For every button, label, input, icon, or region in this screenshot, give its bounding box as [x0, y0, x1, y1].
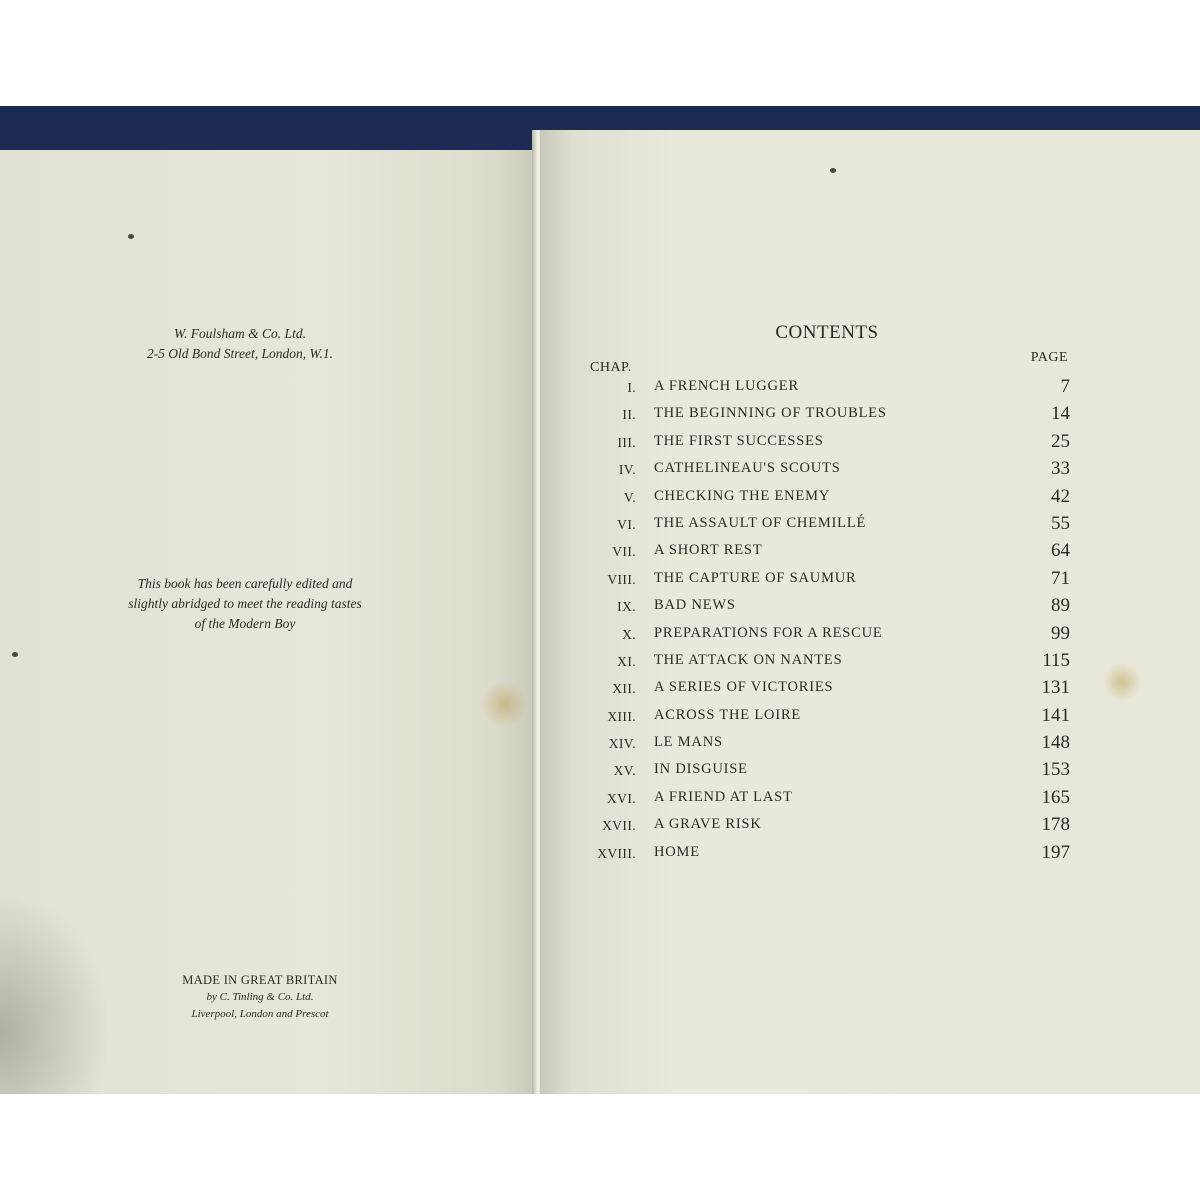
chapter-number: XV.: [613, 763, 636, 779]
chapter-number: VIII.: [607, 571, 636, 587]
chapter-title: ACROSS THE LOIRE: [654, 706, 802, 723]
chapter-number: XVIII.: [597, 845, 636, 861]
chapter-number: III.: [617, 434, 636, 450]
chapter-title: BAD NEWS: [654, 597, 736, 614]
contents-row: [580, 431, 1070, 458]
note-line: This book has been carefully edited and: [137, 576, 353, 591]
imprint-made-in: MADE IN GREAT BRITAIN: [182, 973, 338, 987]
note-line: slightly abridged to meet the reading tastes: [128, 596, 362, 611]
contents-row: [580, 376, 1070, 403]
contents-row: [580, 458, 1070, 485]
right-page: [540, 130, 1200, 1094]
speck: [128, 234, 134, 239]
chapter-title: IN DISGUISE: [654, 761, 748, 778]
chapter-title: THE FIRST SUCCESSES: [654, 432, 824, 449]
open-book: [0, 106, 1200, 1094]
chapter-column-heading: CHAP.: [590, 360, 632, 375]
chapter-title: A FRENCH LUGGER: [654, 378, 799, 394]
contents-row: [580, 623, 1070, 650]
chapter-title: CATHELINEAU'S SCOUTS: [654, 460, 841, 477]
chapter-page-number: 42: [1051, 485, 1070, 507]
contents-list: [580, 376, 1070, 869]
chapter-page-number: 165: [1041, 786, 1070, 808]
imprint-printer: by C. Tinling & Co. Ltd.: [206, 991, 314, 1003]
contents-row: [580, 705, 1070, 732]
chapter-title: HOME: [654, 843, 700, 860]
chapter-number: IV.: [618, 462, 636, 478]
chapter-page-number: 99: [1051, 622, 1070, 644]
chapter-number: X.: [622, 626, 636, 642]
chapter-page-number: 64: [1051, 540, 1070, 562]
chapter-number: XVII.: [602, 818, 636, 834]
foxing-stain: [480, 680, 528, 728]
chapter-number: VII.: [612, 544, 636, 560]
chapter-page-number: 71: [1051, 567, 1070, 589]
chapter-title: THE ATTACK ON NANTES: [654, 651, 843, 668]
publisher-address: 2-5 Old Bond Street, London, W.1.: [146, 346, 334, 361]
chapter-title: THE CAPTURE OF SAUMUR: [654, 569, 857, 586]
contents-row: [580, 677, 1070, 704]
printer-imprint: [140, 972, 380, 1023]
page-column-heading: PAGE: [1030, 350, 1068, 365]
contents-row: [580, 595, 1070, 622]
chapter-page-number: 178: [1041, 814, 1070, 836]
contents-title: CONTENTS: [775, 322, 879, 343]
contents-row: [580, 787, 1070, 814]
chapter-number: VI.: [617, 516, 636, 532]
contents-row: [580, 759, 1070, 786]
chapter-title: A SERIES OF VICTORIES: [654, 679, 834, 696]
chapter-page-number: 7: [1060, 376, 1070, 397]
left-page: [0, 150, 536, 1094]
chapter-page-number: 153: [1041, 759, 1070, 781]
speck: [830, 168, 836, 173]
speck: [12, 652, 18, 657]
chapter-page-number: 141: [1041, 704, 1070, 726]
chapter-number: IX.: [617, 599, 636, 615]
foxing-stain: [1102, 662, 1142, 702]
chapter-title: LE MANS: [654, 734, 723, 751]
chapter-page-number: 25: [1051, 430, 1070, 452]
chapter-page-number: 131: [1041, 677, 1070, 699]
chapter-page-number: 148: [1041, 732, 1070, 754]
chapter-number: XIII.: [607, 708, 636, 724]
chapter-number: XIV.: [608, 736, 636, 752]
contents-row: [580, 814, 1070, 841]
publisher-block: [120, 324, 360, 364]
edition-note: [110, 574, 380, 634]
chapter-title: A GRAVE RISK: [654, 816, 762, 833]
contents-row: [580, 486, 1070, 513]
chapter-page-number: 115: [1042, 649, 1070, 671]
chapter-title: THE ASSAULT OF CHEMILLÉ: [654, 514, 867, 531]
chapter-number: V.: [623, 489, 636, 505]
chapter-title: A FRIEND AT LAST: [654, 788, 793, 805]
contents-row: [580, 513, 1070, 540]
chapter-title: A SHORT REST: [654, 542, 763, 559]
chapter-title: CHECKING THE ENEMY: [654, 487, 831, 504]
chapter-page-number: 55: [1051, 512, 1070, 534]
contents-row: [580, 732, 1070, 759]
chapter-number: XI.: [617, 653, 636, 669]
chapter-title: PREPARATIONS FOR A RESCUE: [654, 624, 883, 641]
chapter-number: II.: [622, 407, 636, 423]
contents-row: [580, 568, 1070, 595]
chapter-page-number: 197: [1041, 841, 1070, 863]
contents-row: [580, 842, 1070, 869]
contents-row: [580, 650, 1070, 677]
chapter-number: XII.: [612, 681, 636, 697]
chapter-page-number: 33: [1051, 458, 1070, 480]
contents-row: [580, 403, 1070, 430]
publisher-name: W. Foulsham & Co. Ltd.: [174, 326, 306, 341]
note-line: of the Modern Boy: [194, 616, 296, 631]
chapter-title: THE BEGINNING OF TROUBLES: [654, 405, 887, 422]
page-shadow: [0, 890, 110, 1094]
chapter-page-number: 14: [1051, 403, 1070, 425]
imprint-places: Liverpool, London and Prescot: [191, 1008, 329, 1020]
chapter-number: I.: [627, 380, 636, 395]
contents-row: [580, 540, 1070, 567]
chapter-number: XVI.: [607, 790, 636, 806]
chapter-page-number: 89: [1051, 595, 1070, 617]
